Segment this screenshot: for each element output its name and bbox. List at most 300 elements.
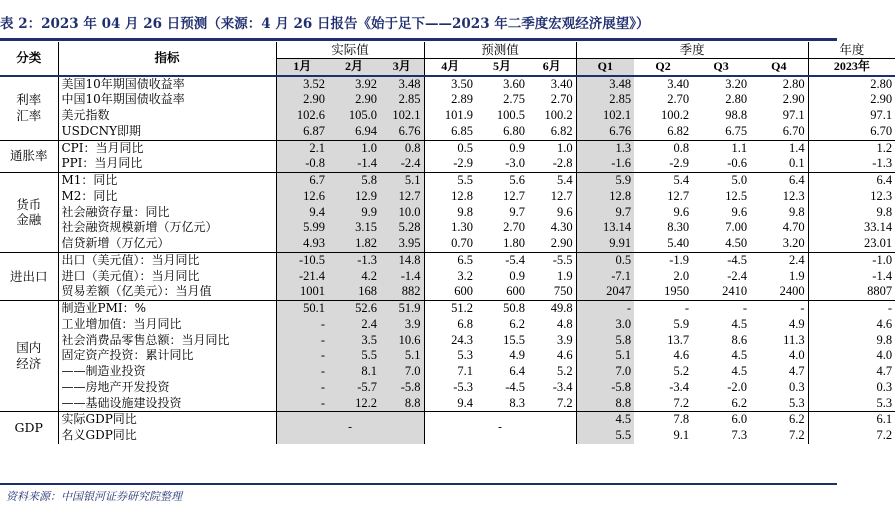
table-row (0, 252, 895, 268)
forecast-table (0, 42, 895, 444)
indicator-label: M1：同比 (58, 173, 276, 189)
table-row (0, 173, 895, 189)
value-cell: 0.5 (576, 252, 634, 268)
value-cell: -10.5 (276, 252, 328, 268)
value-cell: 6.2 (692, 396, 750, 412)
value-cell: 3.40 (528, 76, 576, 93)
value-cell: 6.85 (424, 124, 476, 140)
value-cell: 6.70 (808, 124, 895, 140)
table-row (0, 205, 895, 221)
value-cell: 3.52 (276, 76, 328, 93)
value-cell: 8807 (808, 284, 895, 300)
value-cell: 0.8 (673, 140, 690, 155)
indicator-label: 固定资产投资：累计同比 (58, 348, 276, 364)
indicator-label: 实际GDP同比 (58, 412, 276, 428)
value-cell: 12.8 (451, 188, 474, 203)
bottom-rule (0, 483, 837, 485)
value-cell: -5.8 (576, 380, 634, 396)
indicator-label: 美元指数 (58, 108, 276, 124)
value-cell: 3.20 (750, 236, 808, 252)
value-cell: 8.8 (380, 396, 424, 412)
value-cell: 12.9 (328, 189, 380, 205)
value-cell: 3.60 (503, 76, 526, 91)
value-cell: 5.2 (673, 364, 690, 378)
value-cell: 6.70 (750, 124, 808, 140)
value-cell: 5.6 (509, 173, 526, 187)
value-cell: -3.0 (476, 156, 528, 172)
value-cell: -4.5 (727, 252, 748, 267)
value-cell: 0.5 (457, 140, 474, 155)
value-cell: 13.14 (576, 220, 634, 236)
value-cell: 2410 (692, 284, 750, 300)
table-caption: 表 2：2023 年 04 月 26 日预测（来源：4 月 26 日报告《始于足下——2023 年二季度宏观经济展望》） (0, 16, 650, 32)
value-cell: 1950 (634, 284, 692, 300)
value-cell: 9.8 (457, 204, 474, 219)
indicator-label: 名义GDP同比 (58, 428, 276, 444)
value-cell: 5.1 (380, 348, 424, 364)
value-cell: 3.15 (328, 220, 380, 236)
value-cell: 3.2 (457, 268, 474, 283)
value-cell: 14.8 (380, 252, 424, 268)
value-cell: 6.2 (750, 412, 808, 428)
value-cell: 51.9 (380, 301, 424, 317)
header-quarterly: 季度 (576, 42, 808, 58)
value-cell: 2.80 (870, 76, 893, 91)
header-q4: Q4 (750, 58, 808, 75)
value-cell: 5.0 (731, 173, 748, 187)
value-cell: - (276, 333, 328, 349)
value-cell: 97.1 (750, 108, 808, 124)
table-row (0, 76, 895, 93)
value-cell: 7.2 (876, 428, 893, 442)
value-cell: -1.9 (669, 252, 690, 267)
value-cell: 1.0 (328, 140, 380, 156)
indicator-label: CPI：当月同比 (58, 140, 276, 156)
header-category: 分类 (0, 42, 58, 76)
value-cell: 0.1 (750, 156, 808, 172)
value-cell: 0.3 (876, 379, 893, 394)
value-cell: 6.94 (328, 124, 380, 140)
value-cell: 9.4 (424, 396, 476, 412)
header-month-4: 4月 (424, 58, 476, 75)
indicator-label: ——基础设施建设投资 (58, 396, 276, 412)
value-cell: 9.6 (731, 204, 748, 219)
top-rule (0, 38, 837, 41)
value-cell: 6.82 (634, 124, 692, 140)
value-cell: 4.7 (750, 364, 808, 380)
value-cell: -3.4 (669, 379, 690, 394)
value-cell: 4.5 (731, 364, 748, 378)
value-cell: 100.2 (528, 108, 576, 124)
value-cell: 4.2 (328, 269, 380, 285)
value-cell: 52.6 (328, 301, 380, 317)
table-row (0, 140, 895, 156)
value-cell: 5.1 (380, 173, 424, 189)
value-cell: 51.2 (451, 301, 474, 315)
value-cell: 12.2 (328, 396, 380, 412)
indicator-label: 出口（美元值）：当月同比 (58, 252, 276, 268)
value-cell: 98.8 (725, 108, 748, 122)
value-cell: 2.90 (328, 92, 380, 108)
table-row (0, 236, 895, 252)
value-cell: 2.4 (750, 252, 808, 268)
value-cell: 5.40 (634, 236, 692, 252)
value-cell: - (276, 396, 328, 412)
table-row (0, 220, 895, 236)
value-cell: 4.8 (528, 317, 576, 333)
value-cell: - (887, 301, 893, 315)
value-cell: 12.7 (503, 188, 526, 203)
value-cell: 2.89 (451, 92, 474, 107)
value-cell: -0.8 (276, 156, 328, 172)
table-row (0, 269, 895, 285)
value-cell: 5.2 (528, 364, 576, 380)
value-cell: 2.75 (503, 92, 526, 107)
table-row (0, 156, 895, 172)
value-cell: 4.6 (528, 348, 576, 364)
value-cell: - (276, 380, 328, 396)
value-cell: 8.3 (476, 396, 528, 412)
value-cell: 102.6 (276, 108, 328, 124)
value-cell: 3.0 (576, 317, 634, 333)
value-cell: -1.6 (576, 156, 634, 172)
value-cell: 3.9 (380, 317, 424, 333)
category-cell: 利率 汇率 (0, 76, 58, 141)
value-cell: 10.6 (380, 333, 424, 349)
indicator-label: USDCNY即期 (58, 124, 276, 140)
table-row (0, 348, 895, 364)
value-cell: -5.4 (505, 252, 526, 267)
value-cell: 2.70 (667, 92, 690, 107)
value-cell: 4.6 (673, 348, 690, 363)
value-cell: -2.9 (424, 156, 476, 172)
value-cell: 10.0 (380, 205, 424, 221)
indicator-label: 工业增加值：当月同比 (58, 317, 276, 333)
value-cell: 2.0 (673, 268, 690, 283)
value-cell: 5.5 (576, 428, 634, 444)
value-cell: 7.2 (528, 396, 576, 412)
value-cell: 2.4 (328, 317, 380, 333)
gdp-forecast-dash: - (424, 412, 576, 444)
indicator-label: ——房地产开发投资 (58, 380, 276, 396)
header-month-2: 2月 (328, 58, 380, 75)
value-cell: -2.8 (528, 156, 576, 172)
value-cell: 1.3 (576, 140, 634, 156)
value-cell: 3.95 (380, 236, 424, 252)
value-cell: 97.1 (870, 108, 893, 122)
header-q3: Q3 (692, 58, 750, 75)
value-cell: -3.4 (528, 380, 576, 396)
value-cell: 12.7 (667, 188, 690, 203)
value-cell: 6.8 (457, 316, 474, 331)
value-cell: -1.3 (328, 252, 380, 268)
value-cell: - (276, 317, 328, 333)
value-cell: 6.76 (576, 124, 634, 140)
value-cell: 5.8 (576, 333, 634, 349)
table-row (0, 124, 895, 140)
value-cell: 2.80 (725, 92, 748, 107)
value-cell: 4.0 (876, 348, 893, 363)
value-cell: 12.7 (380, 189, 424, 205)
value-cell: 6.5 (457, 252, 474, 267)
indicator-label: 中国10年期国债收益率 (58, 92, 276, 108)
value-cell: 9.8 (750, 205, 808, 221)
table-row (0, 364, 895, 380)
value-cell: 4.5 (576, 412, 634, 428)
value-cell: 2.85 (380, 92, 424, 108)
value-cell: 11.3 (750, 333, 808, 349)
value-cell: 0.70 (424, 236, 476, 252)
value-cell: 6.82 (528, 124, 576, 140)
value-cell: 5.99 (276, 220, 328, 236)
value-cell: 600 (424, 284, 476, 300)
value-cell: 4.7 (876, 364, 893, 378)
header-month-6: 6月 (528, 58, 576, 75)
value-cell: 4.50 (692, 236, 750, 252)
header-month-1: 1月 (276, 58, 328, 75)
value-cell: 1.30 (451, 220, 474, 235)
value-cell: -2.4 (727, 268, 748, 283)
value-cell: 9.7 (509, 204, 526, 219)
value-cell: 4.70 (750, 220, 808, 236)
value-cell: 600 (476, 284, 528, 300)
value-cell: -0.6 (692, 156, 750, 172)
value-cell: 3.92 (328, 76, 380, 93)
value-cell: -4.5 (505, 379, 526, 394)
value-cell: 6.4 (750, 173, 808, 189)
value-cell: 101.9 (444, 108, 474, 122)
value-cell: 9.6 (673, 204, 690, 219)
value-cell: 1.80 (476, 236, 528, 252)
value-cell: - (276, 364, 328, 380)
value-cell: 4.0 (750, 348, 808, 364)
value-cell: 7.8 (673, 412, 690, 427)
header-year: 2023年 (808, 58, 895, 75)
value-cell: 49.8 (528, 301, 576, 317)
indicator-label: 社会消费品零售总额：当月同比 (58, 333, 276, 349)
table-row (0, 317, 895, 333)
value-cell: 6.0 (731, 412, 748, 427)
value-cell: 2.90 (870, 92, 893, 107)
value-cell: 12.5 (725, 188, 748, 203)
value-cell: 6.2 (509, 316, 526, 331)
value-cell: 4.9 (509, 348, 526, 363)
value-cell: 7.3 (731, 428, 748, 442)
value-cell: 168 (328, 284, 380, 300)
value-cell: 2.90 (276, 92, 328, 108)
value-cell: 1.4 (750, 140, 808, 156)
indicator-label: 信贷新增（万亿元） (58, 236, 276, 252)
value-cell: 4.5 (731, 348, 748, 363)
category-cell: 进出口 (0, 252, 58, 300)
value-cell: 9.9 (328, 205, 380, 221)
value-cell: 5.3 (457, 348, 474, 363)
value-cell: 100.2 (660, 108, 690, 122)
value-cell: 5.3 (750, 396, 808, 412)
value-cell: - (750, 301, 808, 317)
value-cell: 7.2 (634, 396, 692, 412)
indicator-label: 制造业PMI：% (58, 301, 276, 317)
value-cell: 6.1 (876, 412, 893, 427)
value-cell: 750 (528, 284, 576, 300)
value-cell: 1.2 (876, 140, 893, 155)
value-cell: 0.8 (380, 140, 424, 156)
value-cell: -21.4 (276, 269, 328, 285)
value-cell: 12.7 (528, 189, 576, 205)
value-cell: 2047 (576, 284, 634, 300)
value-cell: 1.82 (328, 236, 380, 252)
value-cell: 1.9 (528, 269, 576, 285)
header-indicator: 指标 (58, 42, 276, 76)
indicator-label: 进口（美元值）：当月同比 (58, 269, 276, 285)
value-cell: 1001 (276, 284, 328, 300)
value-cell: 2.70 (503, 220, 526, 235)
value-cell: 2.70 (528, 92, 576, 108)
value-cell: 6.4 (876, 173, 893, 187)
value-cell: 9.8 (876, 204, 893, 219)
value-cell: 1.9 (750, 269, 808, 285)
value-cell: 6.87 (276, 124, 328, 140)
value-cell: 3.5 (328, 333, 380, 349)
indicator-label: 贸易差额（亿美元）：当月值 (58, 284, 276, 300)
value-cell: 12.3 (750, 189, 808, 205)
value-cell: 6.7 (276, 173, 328, 189)
value-cell: 2.90 (528, 236, 576, 252)
value-cell: 5.4 (528, 173, 576, 189)
value-cell: 2.80 (750, 76, 808, 93)
value-cell: 3.40 (667, 76, 690, 91)
value-cell: 9.91 (576, 236, 634, 252)
category-cell: GDP (0, 412, 58, 444)
value-cell: 2.90 (750, 92, 808, 108)
gdp-actual-dash: - (276, 412, 424, 444)
value-cell: 9.6 (528, 205, 576, 221)
header-month-5: 5月 (476, 58, 528, 75)
value-cell: 1.1 (731, 140, 748, 155)
value-cell: -7.1 (576, 269, 634, 285)
value-cell: 4.5 (731, 316, 748, 331)
header-month-3: 3月 (380, 58, 424, 75)
indicator-label: 美国10年期国债收益率 (58, 76, 276, 93)
value-cell: 3.48 (576, 76, 634, 93)
header-q2: Q2 (634, 58, 692, 75)
value-cell: 8.30 (667, 220, 690, 235)
value-cell: 5.3 (808, 396, 895, 412)
value-cell: 8.1 (328, 364, 380, 380)
table-row (0, 333, 895, 349)
value-cell: 5.5 (328, 348, 380, 364)
header-row-1 (0, 42, 895, 58)
value-cell: 6.80 (476, 124, 528, 140)
value-cell: 5.4 (673, 173, 690, 187)
category-cell: 国内 经济 (0, 301, 58, 412)
value-cell: 13.7 (667, 332, 690, 347)
source-note: 资料来源：中国银河证券研究院整理 (6, 490, 182, 503)
value-cell: 9.1 (673, 428, 690, 442)
category-cell: 货币 金融 (0, 173, 58, 253)
value-cell: 12.3 (870, 188, 893, 203)
value-cell: 100.5 (496, 108, 526, 122)
value-cell: 1.0 (528, 140, 576, 156)
value-cell: 882 (380, 284, 424, 300)
value-cell: 105.0 (328, 108, 380, 124)
category-cell: 通胀率 (0, 140, 58, 173)
table-row (0, 189, 895, 205)
value-cell: 8.8 (576, 396, 634, 412)
value-cell: 7.0 (380, 364, 424, 380)
indicator-label: ——制造业投资 (58, 364, 276, 380)
value-cell: - (742, 301, 748, 315)
value-cell: -2.0 (727, 379, 748, 394)
table-row (0, 284, 895, 300)
value-cell: 33.14 (863, 220, 893, 235)
value-cell: - (276, 348, 328, 364)
value-cell: 3.50 (451, 76, 474, 91)
value-cell: -5.5 (528, 252, 576, 268)
value-cell: 5.8 (328, 173, 380, 189)
value-cell: 15.5 (503, 332, 526, 347)
value-cell: 2.85 (576, 92, 634, 108)
value-cell: 3.20 (725, 76, 748, 91)
value-cell: 5.28 (380, 220, 424, 236)
value-cell: 8.6 (731, 332, 748, 347)
header-actual: 实际值 (276, 42, 424, 58)
value-cell: -5.8 (380, 380, 424, 396)
value-cell: 7.00 (725, 220, 748, 235)
value-cell: - (576, 301, 634, 317)
value-cell: 7.0 (576, 364, 634, 380)
value-cell: 4.93 (276, 236, 328, 252)
value-cell: 12.8 (576, 189, 634, 205)
value-cell: 0.9 (509, 268, 526, 283)
indicator-label: 社会融资规模新增（万亿元） (58, 220, 276, 236)
value-cell: 9.4 (276, 205, 328, 221)
value-cell: 50.1 (276, 301, 328, 317)
value-cell: 5.9 (673, 316, 690, 331)
value-cell: 5.9 (576, 173, 634, 189)
value-cell: 102.1 (576, 108, 634, 124)
table-row (0, 92, 895, 108)
value-cell: 9.7 (576, 205, 634, 221)
value-cell: 4.30 (528, 220, 576, 236)
value-cell: 7.1 (457, 364, 474, 378)
value-cell: -5.7 (328, 380, 380, 396)
value-cell: 102.1 (380, 108, 424, 124)
value-cell: 3.9 (528, 333, 576, 349)
value-cell: 0.3 (750, 380, 808, 396)
value-cell: 50.8 (503, 301, 526, 315)
value-cell: 12.6 (276, 189, 328, 205)
table-row (0, 396, 895, 412)
value-cell: 2400 (750, 284, 808, 300)
value-cell: 2.1 (276, 140, 328, 156)
value-cell: -1.0 (872, 252, 893, 267)
value-cell: -1.4 (328, 156, 380, 172)
table-row (0, 380, 895, 396)
header-q1: Q1 (576, 58, 634, 75)
value-cell: 5.5 (457, 173, 474, 187)
table-row (0, 412, 895, 428)
value-cell: 4.6 (876, 316, 893, 331)
value-cell: 5.1 (576, 348, 634, 364)
value-cell: -2.4 (380, 156, 424, 172)
value-cell: 6.75 (692, 124, 750, 140)
value-cell: 4.9 (750, 317, 808, 333)
table-row (0, 108, 895, 124)
indicator-label: M2：同比 (58, 189, 276, 205)
value-cell: 6.76 (380, 124, 424, 140)
value-cell: 3.48 (380, 76, 424, 93)
